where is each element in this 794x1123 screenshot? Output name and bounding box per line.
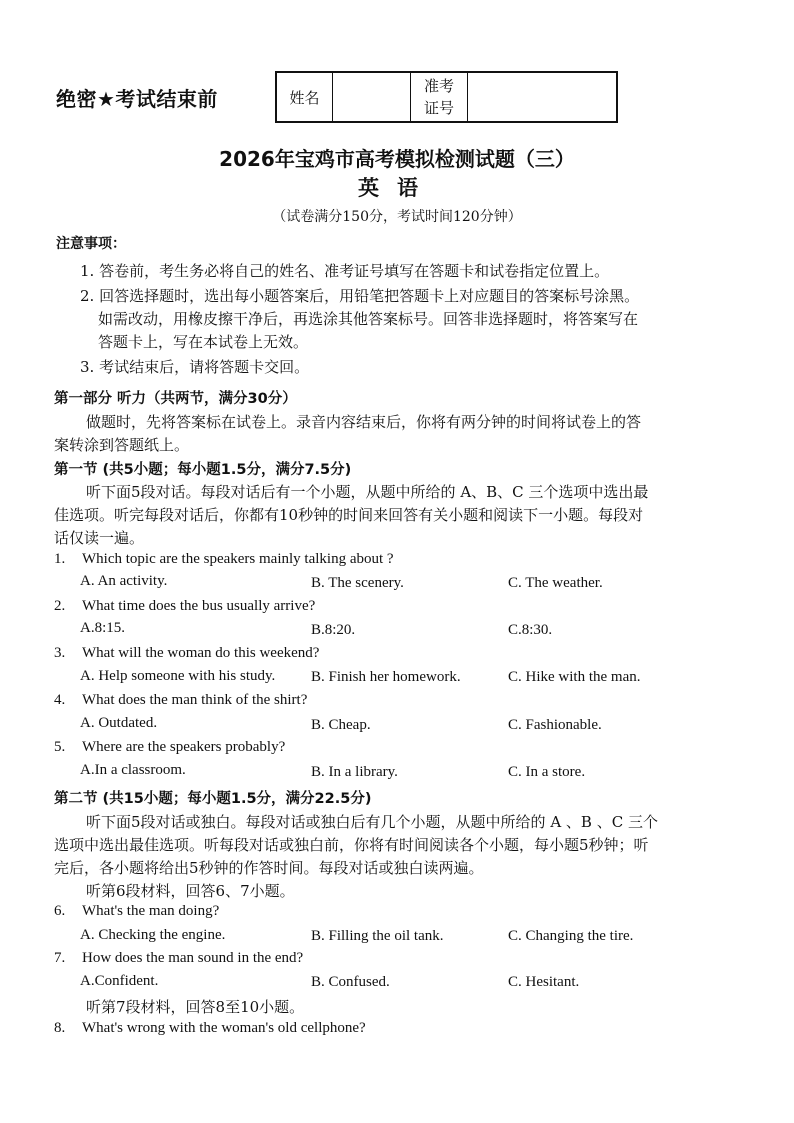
- option-b[interactable]: B.8:20.: [311, 622, 356, 638]
- question-text: What does the man think of the shirt?: [82, 692, 308, 708]
- exam-id-label-line2: 证号: [423, 99, 454, 117]
- option-a[interactable]: A. Checking the engine.: [80, 927, 226, 943]
- question-number: 8.: [54, 1020, 66, 1036]
- section2-intro: 选项中选出最佳选项。听每段对话或独白前，你将有时间阅读各个小题，每小题5秒钟；听: [54, 836, 649, 854]
- notes-heading: 注意事项：: [56, 236, 126, 252]
- option-b[interactable]: B. Finish her homework.: [311, 669, 461, 685]
- option-a[interactable]: A.Confident.: [80, 973, 159, 989]
- note-item: 如需改动，用橡皮擦干净后，再选涂其他答案标号。回答非选择题时，将答案写在: [98, 310, 639, 328]
- question-text: Which topic are the speakers mainly talking about ?: [82, 551, 394, 567]
- option-a[interactable]: A. Outdated.: [80, 715, 158, 731]
- question-number: 6.: [54, 903, 66, 919]
- option-c[interactable]: C. In a store.: [508, 764, 586, 780]
- confidential-label: 绝密★考试结束前: [56, 87, 218, 111]
- section2-intro: 完后，各小题将给出5秒钟的作答时间。每段对话或独白读两遍。: [54, 859, 484, 877]
- exam-id-label: [411, 73, 468, 121]
- question-number: 5.: [54, 739, 66, 755]
- exam-info: （试卷满分150分，考试时间120分钟）: [272, 209, 522, 225]
- part1-intro: 案转涂到答题纸上。: [54, 436, 190, 454]
- option-b[interactable]: B. Confused.: [311, 974, 390, 990]
- option-b[interactable]: B. Filling the oil tank.: [311, 928, 444, 944]
- section1-intro: 佳选项。听完每段对话后，你都有10秒钟的时间来回答有关小题和阅读下一小题。每段对: [54, 506, 644, 524]
- section1-intro: 话仅读一遍。: [54, 529, 145, 547]
- question-text: What will the woman do this weekend?: [82, 645, 320, 661]
- option-a[interactable]: A.8:15.: [80, 620, 125, 636]
- option-c[interactable]: C. Hike with the man.: [508, 669, 641, 685]
- option-c[interactable]: C.8:30.: [508, 622, 553, 638]
- option-a[interactable]: A. Help someone with his study.: [80, 668, 276, 684]
- option-c[interactable]: C. Hesitant.: [508, 974, 580, 990]
- note-item: 3. 考试结束后，请将答题卡交回。: [80, 358, 310, 376]
- exam-title: 2026年宝鸡市高考模拟检测试题（三）: [219, 147, 575, 171]
- option-c[interactable]: C. Fashionable.: [508, 717, 602, 733]
- section2-heading: 第二节 (共15小题；每小题1.5分，满分22.5分): [54, 791, 372, 807]
- name-label: 姓名: [277, 73, 333, 121]
- candidate-info-table: [275, 71, 618, 123]
- question-text: What time does the bus usually arrive?: [82, 598, 316, 614]
- section1-intro: 听下面5段对话。每段对话后有一个小题，从题中所给的 A、B、C 三个选项中选出最: [86, 483, 649, 501]
- question-number: 4.: [54, 692, 66, 708]
- note-item: 2. 回答选择题时，选出每小题答案后，用铅笔把答题卡上对应题目的答案标号涂黑。: [80, 287, 640, 305]
- name-field[interactable]: [333, 73, 411, 121]
- material-instruction: 听第7段材料，回答8至10小题。: [86, 998, 305, 1016]
- note-item: 答题卡上，写在本试卷上无效。: [98, 333, 309, 351]
- question-number: 1.: [54, 551, 66, 567]
- option-a[interactable]: A. An activity.: [80, 573, 168, 589]
- section1-heading: 第一节 (共5小题；每小题1.5分，满分7.5分): [54, 462, 352, 478]
- note-item: 1. 答卷前，考生务必将自己的姓名、准考证号填写在答题卡和试卷指定位置上。: [80, 262, 610, 280]
- option-c[interactable]: C. The weather.: [508, 575, 603, 591]
- section2-intro: 听下面5段对话或独白。每段对话或独白后有几个小题，从题中所给的 A 、B 、C 三个: [86, 813, 658, 831]
- question-number: 3.: [54, 645, 66, 661]
- material-instruction: 听第6段材料，回答6、7小题。: [86, 882, 295, 900]
- part1-heading: 第一部分 听力（共两节，满分30分）: [54, 391, 297, 407]
- question-number: 2.: [54, 598, 66, 614]
- exam-id-field[interactable]: [468, 73, 616, 121]
- option-b[interactable]: B. The scenery.: [311, 575, 404, 591]
- option-c[interactable]: C. Changing the tire.: [508, 928, 634, 944]
- exam-id-label-line1: 准考: [423, 77, 454, 95]
- question-text: How does the man sound in the end?: [82, 950, 304, 966]
- question-number: 7.: [54, 950, 66, 966]
- question-text: What's wrong with the woman's old cellphone?: [82, 1020, 366, 1036]
- option-b[interactable]: B. In a library.: [311, 764, 398, 780]
- question-text: Where are the speakers probably?: [82, 739, 286, 755]
- part1-intro: 做题时，先将答案标在试卷上。录音内容结束后，你将有两分钟的时间将试卷上的答: [86, 413, 642, 431]
- option-a[interactable]: A.In a classroom.: [80, 762, 186, 778]
- subject-title: 英语: [358, 176, 436, 200]
- question-text: What's the man doing?: [82, 903, 220, 919]
- option-b[interactable]: B. Cheap.: [311, 717, 371, 733]
